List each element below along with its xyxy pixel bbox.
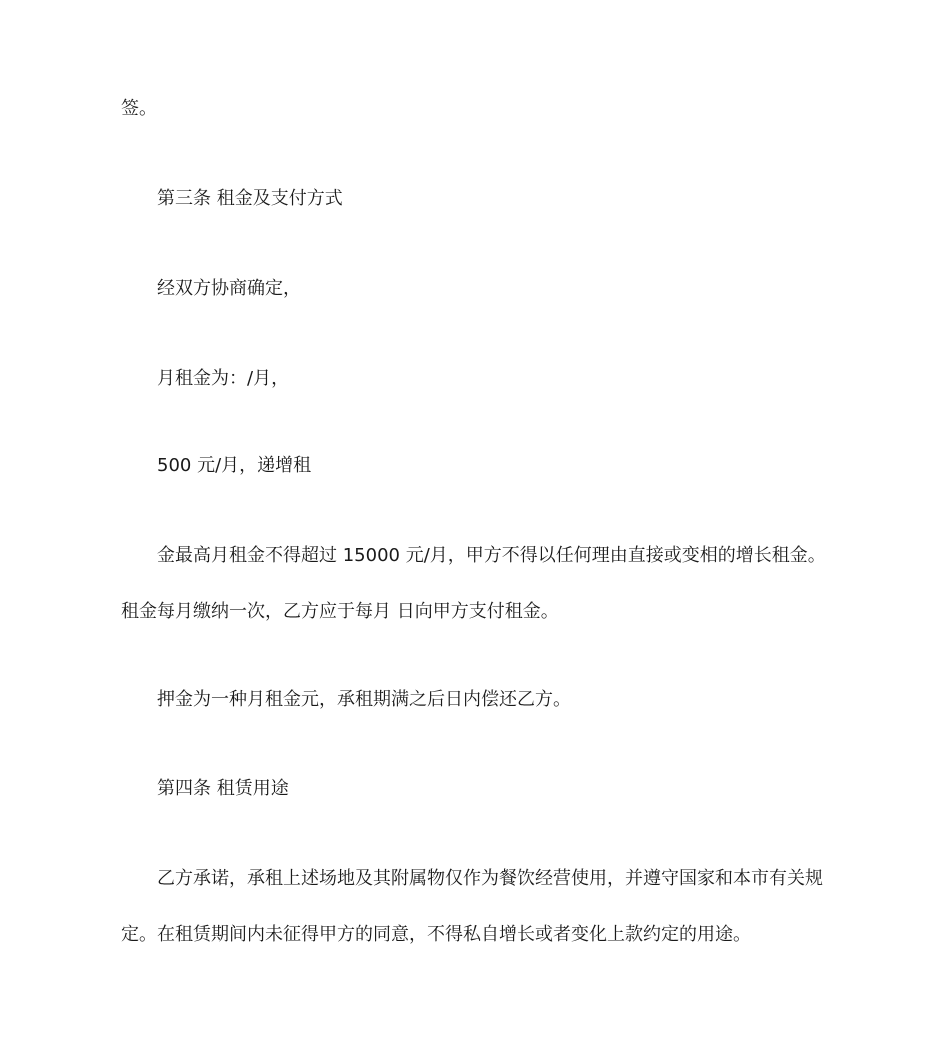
paragraph-line: 租金每月缴纳一次，乙方应于每月 日向甲方支付租金。 (121, 601, 559, 622)
paragraph-line: 500 元/月，递增租 (157, 455, 312, 476)
paragraph-line: 月租金为：/月， (157, 368, 290, 389)
paragraph-line: 金最高月租金不得超过 15000 元/月，甲方不得以任何理由直接或变相的增长租金。 (157, 545, 826, 566)
paragraph-line: 押金为一种月租金元，承租期满之后日内偿还乙方。 (157, 689, 571, 710)
section-heading: 第三条 租金及支付方式 (157, 188, 343, 209)
paragraph-line: 签。 (121, 98, 157, 119)
paragraph-line: 定。在租赁期间内未征得甲方的同意，不得私自增长或者变化上款约定的用途。 (121, 924, 751, 945)
paragraph-line: 经双方协商确定， (157, 278, 301, 299)
section-heading: 第四条 租赁用途 (157, 778, 289, 799)
paragraph-line: 乙方承诺，承租上述场地及其附属物仅作为餐饮经营使用，并遵守国家和本市有关规 (157, 868, 823, 889)
